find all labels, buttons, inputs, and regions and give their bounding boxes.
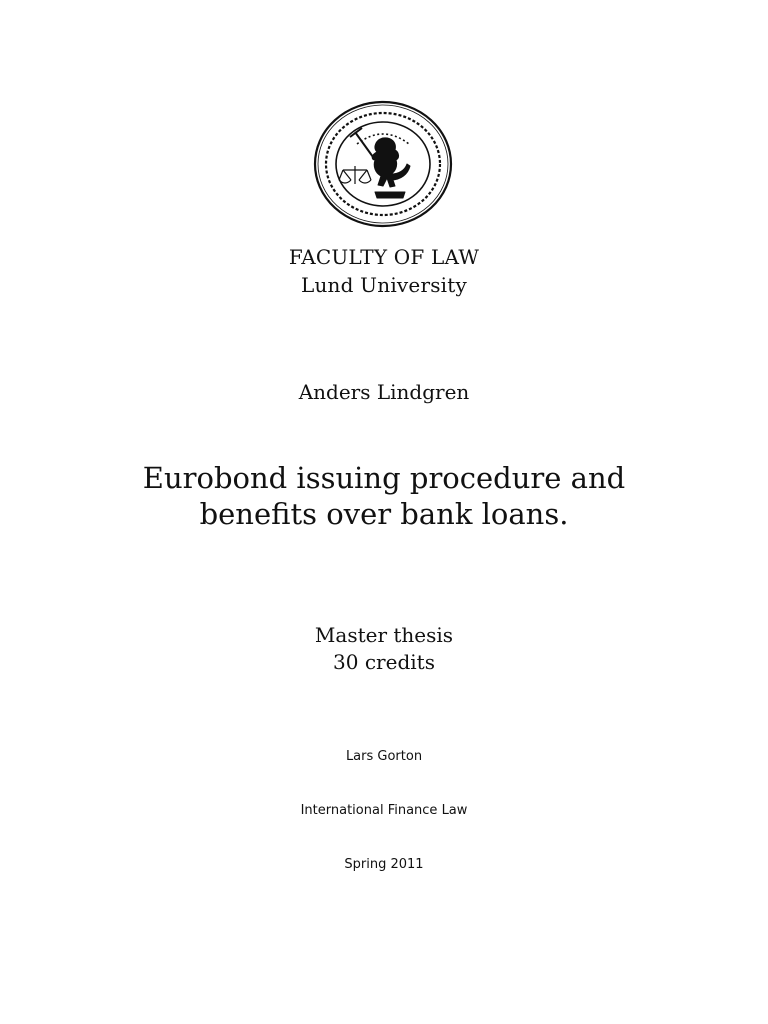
thesis-type: Master thesis xyxy=(314,623,454,647)
faculty-block xyxy=(0,243,768,299)
thesis-title xyxy=(0,460,768,532)
author-name: Anders Lindgren xyxy=(298,380,470,404)
term: Spring 2011 xyxy=(344,857,424,872)
faculty-name: FACULTY OF LAW xyxy=(288,245,480,269)
subject-area: International Finance Law xyxy=(300,803,468,818)
thesis-info xyxy=(0,622,768,676)
thesis-credits: 30 credits xyxy=(333,650,435,674)
supervisor-name: Lars Gorton xyxy=(345,749,423,764)
university-seal-icon xyxy=(313,100,453,228)
thesis-title-line-2: benefits over bank loans. xyxy=(199,497,569,531)
university-name: Lund University xyxy=(300,273,468,297)
thesis-title-line-1: Eurobond issuing procedure and xyxy=(142,461,626,495)
